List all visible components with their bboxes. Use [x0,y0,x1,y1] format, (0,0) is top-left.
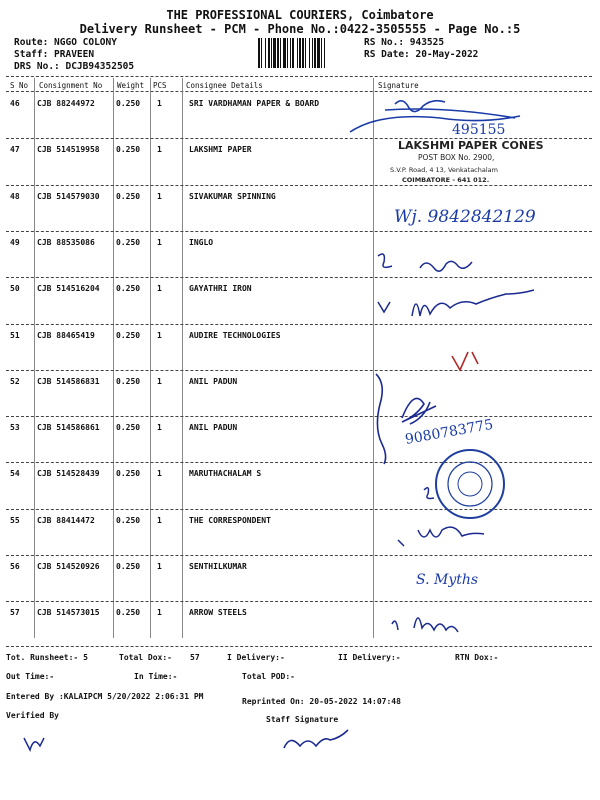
row-weight: 0.250 [116,376,141,386]
row-consignee: AUDIRE TECHNOLOGIES [189,330,281,340]
signature-54 [424,488,434,499]
reprinted-on: Reprinted On: 20-05-2022 14:07:48 [242,697,401,706]
r46-note: 495155 [452,122,506,138]
row-pcs: 1 [157,284,162,294]
row-consignee: SIVAKUMAR SPINNING [189,191,276,201]
row-consignment-no: CJB 514586831 [37,376,100,386]
row-weight: 0.250 [116,99,141,108]
row-pcs: 1 [157,608,162,618]
row-consignee: ANIL PADUN [189,423,238,433]
row-pcs: 1 [157,469,162,479]
r53-note: 9080783775 [403,416,495,448]
row-weight: 0.250 [116,562,141,571]
row-consignee: LAKSHMI PAPER [189,145,252,155]
row-weight: 0.250 [116,469,141,479]
row-consignment-no: CJB 88535086 [37,237,95,247]
row-consignee: INGLO [189,237,214,247]
staff-signature-ink [284,730,348,748]
row-pcs: 1 [157,423,162,433]
staff-signature-label: Staff Signature [266,715,339,724]
row-pcs: 1 [157,376,162,386]
row-consignment-no: CJB 88414472 [37,515,95,525]
in-time: In Time:- [134,672,178,681]
ii-delivery: II Delivery:- [338,653,401,662]
row-consignment-no: CJB 514528439 [37,469,100,479]
row-pcs: 1 [157,191,162,201]
row-consignee: ANIL PADUN [189,376,238,386]
row-weight: 0.250 [116,237,141,247]
rtn-dox: RTN Dox:- [455,653,499,662]
row-weight: 0.250 [116,515,141,525]
col-sno: S No [10,81,29,90]
col-consignee: Consignee Details [186,81,263,90]
signature-57 [392,618,458,632]
row-weight: 0.250 [116,608,141,618]
company-stamp [390,139,544,184]
verified-by: Verified By [6,711,59,720]
row-sno: 46 [10,99,20,108]
row-weight: 0.250 [116,191,141,201]
row-pcs: 1 [157,330,162,340]
row-pcs: 1 [157,515,162,525]
row-consignee: SENTHILKUMAR [189,562,247,571]
row-sno: 49 [10,237,20,247]
footer-divider [6,646,592,647]
row-sno: 48 [10,191,20,201]
r48-note: Wj. 9842842129 [394,207,536,227]
row-consignment-no: CJB 514579030 [37,191,100,201]
entered-by: Entered By :KALAIPCM 5/20/2022 2:06:31 PM [6,692,204,701]
row-consignment-no: CJB 514520926 [37,562,100,571]
i-delivery: I Delivery:- [227,653,285,662]
drs-number: DRS No.: DCJB94352505 [14,61,135,72]
row-consignment-no: CJB 88465419 [37,330,95,340]
row-sno: 52 [10,376,20,386]
svg-text:COIMBATORE - 641 012.: COIMBATORE - 641 012. [402,176,490,184]
row-consignee: GAYATHRI IRON [189,284,252,294]
svg-text:S.V.P. Road, 4 13, Venkatachal: S.V.P. Road, 4 13, Venkatachalam [390,166,498,174]
signature-55 [398,527,484,546]
row-sno: 53 [10,423,20,433]
col-weight: Weight [117,81,145,90]
rs-date: RS Date: 20-May-2022 [364,49,479,60]
svg-text:LAKSHMI PAPER CONES: LAKSHMI PAPER CONES [398,139,544,152]
tot-runsheet: Tot. Runsheet:- 5 [6,653,88,662]
total-pod: Total POD:- [242,672,295,681]
row-weight: 0.250 [116,284,141,294]
signature-50 [378,290,534,316]
runsheet-subtitle: Delivery Runsheet - PCM - Phone No.:0422-3505555 - Page No.:5 [79,22,521,36]
row-pcs: 1 [157,562,162,571]
row-sno: 56 [10,562,20,571]
row-consignment-no: CJB 514586861 [37,423,100,433]
row-sno: 54 [10,469,20,479]
row-weight: 0.250 [116,330,141,340]
col-signature: Signature [378,81,419,90]
row-sno: 51 [10,330,20,340]
row-consignee: ARROW STEELS [189,608,247,618]
circular-stamp [436,450,504,518]
staff: Staff: PRAVEEN [14,49,95,60]
row-weight: 0.250 [116,423,141,433]
row-consignment-no: CJB 88244972 [37,99,95,108]
row-consignment-no: CJB 514519958 [37,145,100,155]
verified-signature [24,738,44,750]
row-pcs: 1 [157,145,162,155]
row-pcs: 1 [157,99,162,108]
out-time: Out Time:- [6,672,55,681]
svg-text:POST BOX No. 2900,: POST BOX No. 2900, [418,153,495,162]
signature-51 [452,352,478,370]
row-consignee: MARUTHACHALAM S [189,469,262,479]
signature-49 [378,254,472,271]
signature-52 [376,374,436,464]
row-pcs: 1 [157,237,162,247]
row-consignee: THE CORRESPONDENT [189,515,271,525]
row-consignee: SRI VARDHAMAN PAPER & BOARD [189,99,320,108]
total-dox-label: Total Dox:- [119,653,172,662]
row-weight: 0.250 [116,145,141,155]
row-sno: 57 [10,608,20,618]
col-pcs: PCS [153,81,167,90]
rs-number: RS No.: 943525 [364,37,445,48]
company-title: THE PROFESSIONAL COURIERS, Coimbatore [166,8,434,22]
col-consignment: Consignment No [39,81,103,90]
row-consignment-no: CJB 514516204 [37,284,100,294]
r56-note: S. Myths [416,572,479,588]
row-sno: 50 [10,284,20,294]
total-dox-value: 57 [190,653,200,662]
row-consignment-no: CJB 514573015 [37,608,100,618]
row-sno: 55 [10,515,20,525]
route: Route: NGGO COLONY [14,37,117,48]
row-sno: 47 [10,145,20,155]
